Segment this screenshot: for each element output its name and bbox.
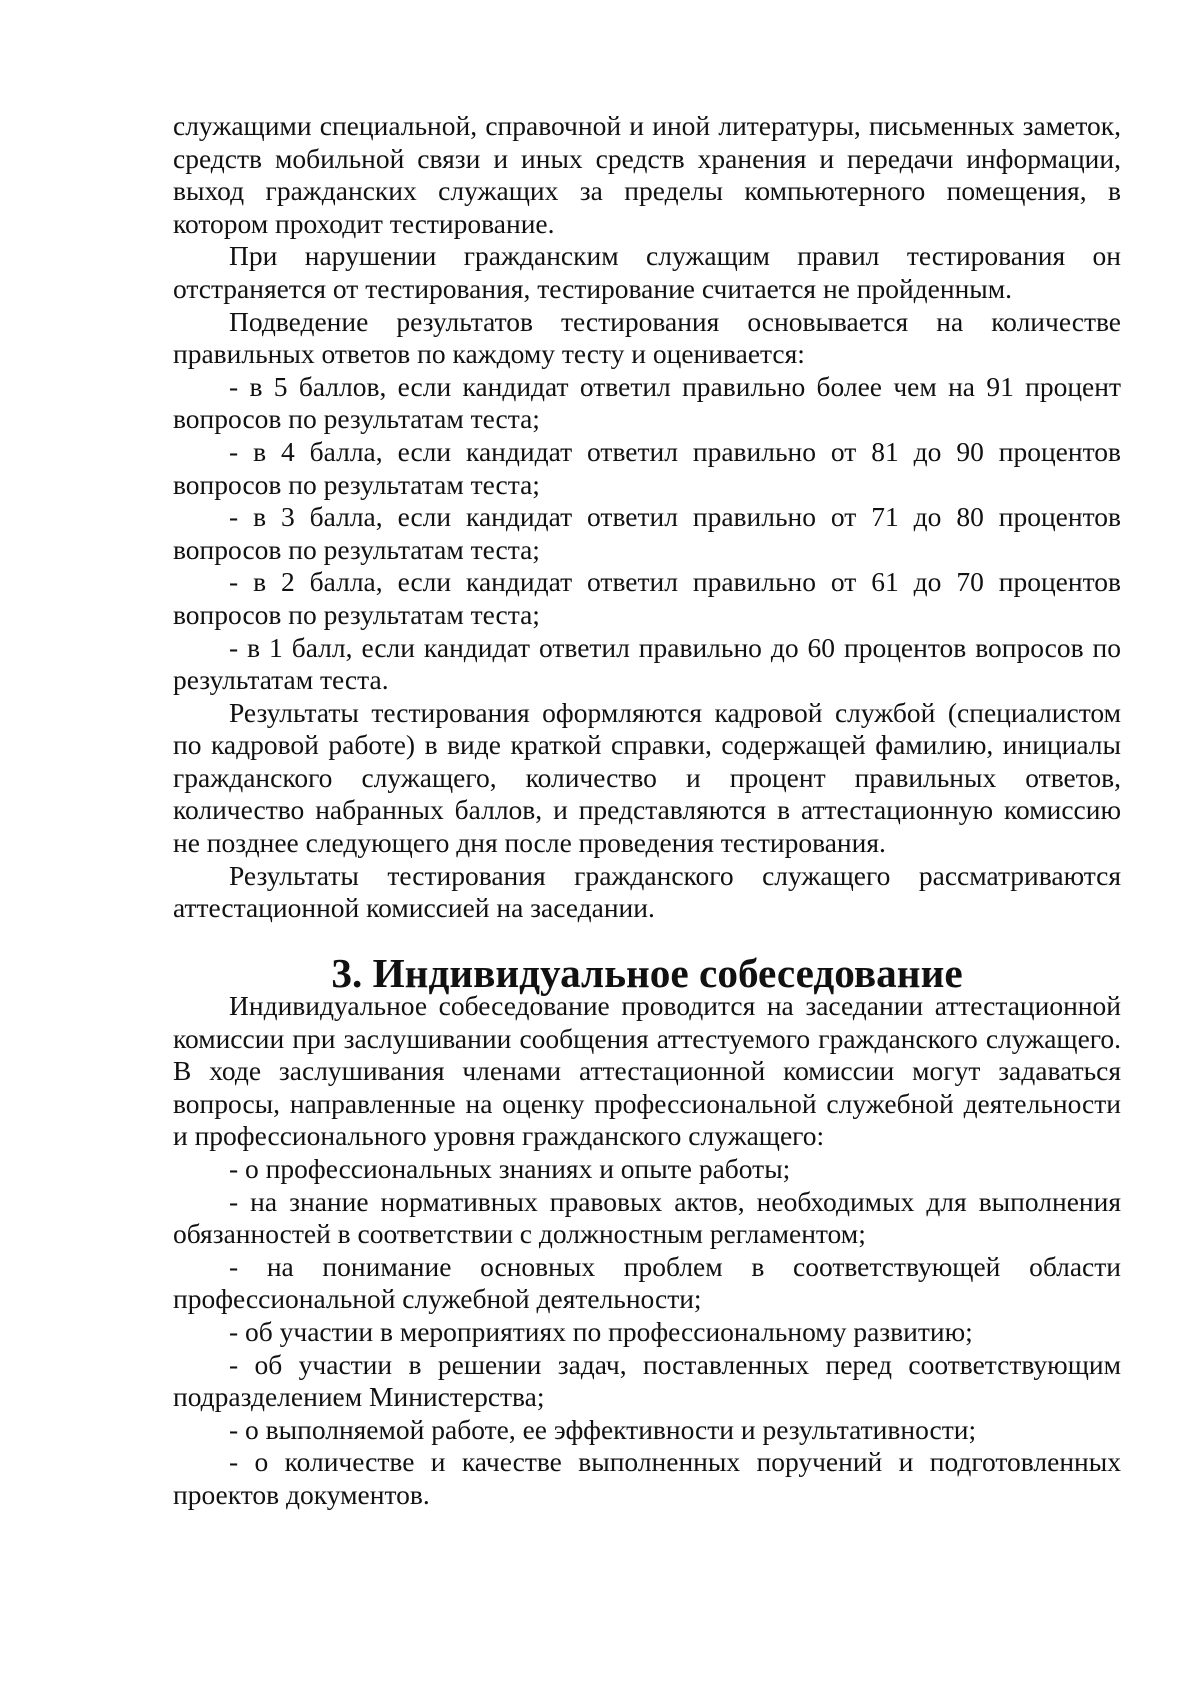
question-item: - об участии в решении задач, поставленных перед соответствующим подразделением Министерства; [173, 1348, 1121, 1413]
score-item: - в 1 балл, если кандидат ответил правильно до 60 процентов вопросов по результатам теста. [173, 631, 1121, 696]
question-item: - об участии в мероприятиях по профессиональному развитию; [229, 1315, 973, 1347]
question-item: - на понимание основных проблем в соответствующей области профессиональной служебной деятельности; [173, 1250, 1121, 1315]
paragraph-violation: При нарушении гражданским служащим правил тестирования он отстраняется от тестирования, тестирование считается не пройденным. [173, 240, 1121, 304]
question-item: - о выполняемой работе, ее эффективности и результативности; [229, 1413, 977, 1445]
paragraph-results-basis: Подведение результатов тестирования основывается на количестве правильных ответов по каждому тесту и оценивается: [173, 305, 1121, 370]
question-item: - на знание нормативных правовых актов, необходимых для выполнения обязанностей в соответствии с должностным регламентом; [173, 1185, 1121, 1250]
section-heading: 3. Индивидуальное собеседование [331, 950, 963, 997]
score-item: - в 5 баллов, если кандидат ответил правильно более чем на 91 процент вопросов по результатам теста; [173, 370, 1121, 435]
paragraph-continuation: служащими специальной, справочной и иной литературы, письменных заметок, средств мобильной связи и иных средств хранения и передачи информации, выход гражданских служащих за пределы компьютерного помещения, в котором проходит тестирование. [173, 110, 1121, 239]
score-item: - в 3 балла, если кандидат ответил правильно от 71 до 80 процентов вопросов по результатам теста; [173, 501, 1121, 565]
paragraph-results-formalized: Результаты тестирования оформляются кадровой службой (специалистом по кадровой работе) в виде краткой справки, содержащей фамилию, инициалы гражданского служащего, количество и процент правильных ответов, количество набранных баллов, и представляются в аттестационную комиссию не позднее следующего дня после проведения тестирования. [173, 696, 1121, 859]
paragraph-interview-intro: Индивидуальное собеседование проводится на заседании аттестационной комиссии при заслушивании сообщения аттестуемого гражданского служащего. В ходе заслушивания членами аттестационной комиссии могут задаваться вопросы, направленные на оценку профессиональной служебной деятельности и профессионального уровня гражданского служащего: [173, 990, 1121, 1152]
question-item: - о профессиональных знаниях и опыте работы; [229, 1153, 791, 1184]
score-item: - в 4 балла, если кандидат ответил правильно от 81 до 90 процентов вопросов по результатам теста; [173, 435, 1121, 500]
question-item: - о количестве и качестве выполненных поручений и подготовленных проектов документов. [173, 1446, 1121, 1510]
document-page [173, 110, 1121, 1512]
paragraph-results-reviewed: Результаты тестирования гражданского служащего рассматриваются аттестационной комиссией на заседании. [173, 859, 1121, 924]
score-item: - в 2 балла, если кандидат ответил правильно от 61 до 70 процентов вопросов по результатам теста; [173, 566, 1121, 630]
